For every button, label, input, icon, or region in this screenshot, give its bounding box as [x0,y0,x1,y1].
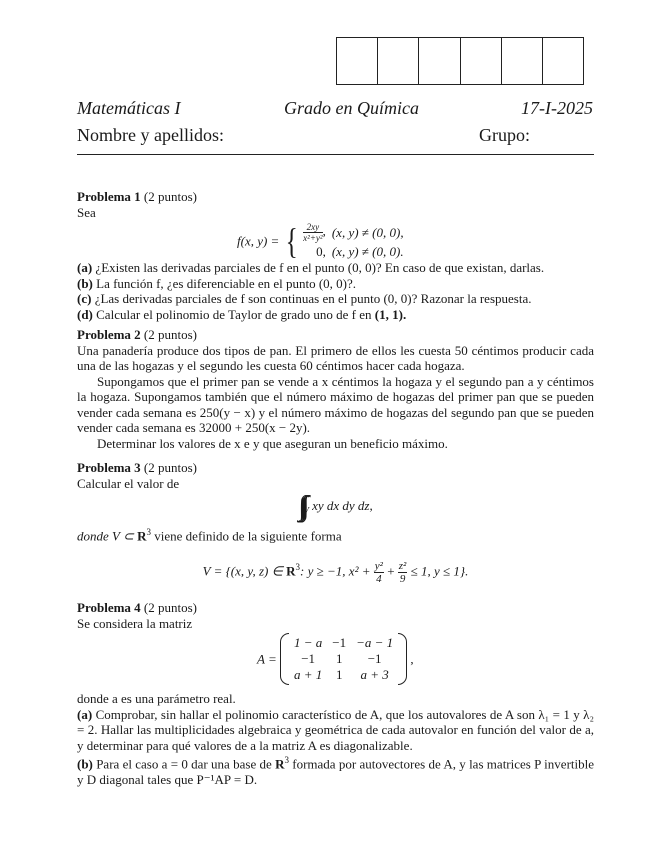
grade-cell [419,38,460,84]
problem-3: Problema 3 (2 puntos) Calcular el valor de $\int\int\int_V$ xy dx dy dz, donde V ⊂ $R^3$ viene definido de la siguiente forma V = {(x, y, z) ∈ $R^3$: y ≥ −1, x² + $\frac{\text{y²}}{4}$ + $\frac{\text{z²}}{9}$ ≤ 1, y ≤ 1}. [77,460,594,586]
question-d: (d) Calcular el polinomio de Taylor de grado uno de f en (1, 1). [77,306,407,322]
paragraph: Determinar los valores de x e y que aseguran un beneficio máximo. [97,435,448,451]
grade-boxes [336,37,584,85]
question-b: (b) Para el caso a = 0 dar una base de $R^3$ formada por autovectores de A, y las matrices P invertible y D diagonal tales que P⁻¹AP = D. [77,755,594,787]
question-a: (a) Comprobar, sin hallar el polinomio característico de A, que los autovalores de A son λ₁ = 1 y λ₂ = 2. Hallar las multiplicidades algebraica y geométrica de cada autovalor en función del valor de a, y determinar para qué valores de a la matriz A es diagonalizable. [77,706,594,753]
problem-4: Problema 4 (2 puntos) Se considera la matriz A = 1 − a −1 −a − 1 −1 1 −1 a + 1 1 a + 3 , donde a es una parámetro real. (a) Comprobar, sin hallar el polinomio característico de A, que los autovalores de A son λ₁ = 1 y λ₂ = 2. Hallar las multiplicidades algebraica y geométrica de cada autovalor en función del valor de a, y determinar para qué valores de a la matriz A es diagonalizable. (b) Para el caso a = 0 dar una base de $R^3$ formada por autovectores de A, y las matrices P invertible y D diagonal tales que P⁻¹AP = D. [77,600,594,787]
piecewise-cases: $\frac{2xy}{\text{x²+y²}}$ , (x, y) ≠ (0, 0), 0, (x, y) ≠ (0, 0). [303,222,404,259]
header-rule [77,154,594,155]
paragraph: Supongamos que el primer pan se vende a x céntimos la hogaza y el segundo pan a y céntimos la hogaza. Supongamos también que el número máximo de hogazas del primer pan que se pueden vender cada semana es 250(y − x) y el número máximo de hogazas del segundo pan que se pueden vender cada semana es 32000 + 250(x − 2y). [77,373,594,435]
name-label: Nombre y apellidos: [77,125,224,145]
function-definition: f(x, y) = { $\frac{2xy}{\text{x²+y²}}$ , (x, y) ≠ (0, 0), 0, (x, y) ≠ (0, 0). [237,222,594,258]
paragraph: Una panadería produce dos tipos de pan. El primero de ellos les cuesta 50 céntimos producir cada una de las hogazas y el segundo les cuesta 60 céntimos hacer cada hogaza. [77,342,594,373]
problem-points: (2 puntos) [143,189,198,204]
problem-2: Problema 2 (2 puntos) Una panadería produce dos tipos de pan. El primero de ellos les cuesta 50 céntimos producir cada una de las hogazas y el segundo les cuesta 60 céntimos hacer cada hogaza. Supongamos que el primer pan se vende a x céntimos la hogaza y el segundo pan a y céntimos la hogaza. Supongamos también que el número máximo de hogazas del primer pan que se pueden vender cada semana es 250(y − x) y el número máximo de hogazas del segundo pan que se pueden vender cada semana es 32000 + 250(x − 2y). Determinar los valores de x e y que aseguran un beneficio máximo. [77,327,594,451]
grade-cell [543,38,583,84]
domain-description: donde V ⊂ $R^3$ viene definido de la siguiente forma [77,527,342,544]
grade-cell [461,38,502,84]
triple-integral: $\int\int\int_V$ xy dx dy dz, [298,491,373,523]
group-label: Grupo: [479,125,530,145]
problem-1 [77,189,594,322]
problem-intro: Sea [77,204,96,220]
grade-cell [502,38,543,84]
question-a: (a) ¿Existen las derivadas parciales de f en el punto (0, 0)? En caso de que existan, darlas. [77,260,545,275]
degree-title: Grado en Química [284,98,419,118]
set-definition: V = {(x, y, z) ∈ $R^3$: y ≥ −1, x² + $\frac{\text{y²}}{4}$ + $\frac{\text{z²}}{9}$ ≤ 1, y ≤ 1}. [202,559,469,585]
problem-title: Problema 1 [77,189,141,204]
matrix-A: A = 1 − a −1 −a − 1 −1 1 −1 a + 1 1 a + 3 , [257,635,594,685]
exam-date: 17-I-2025 [521,98,593,118]
grade-cell [337,38,378,84]
question-c: (c) ¿Las derivadas parciales de f son continuas en el punto (0, 0)? Razonar la respuesta. [77,291,532,306]
question-b: (b) La función f, ¿es diferenciable en el punto (0, 0)?. [77,275,357,291]
grade-cell [378,38,419,84]
course-title: Matemáticas I [77,98,181,118]
left-brace: { [285,221,298,261]
